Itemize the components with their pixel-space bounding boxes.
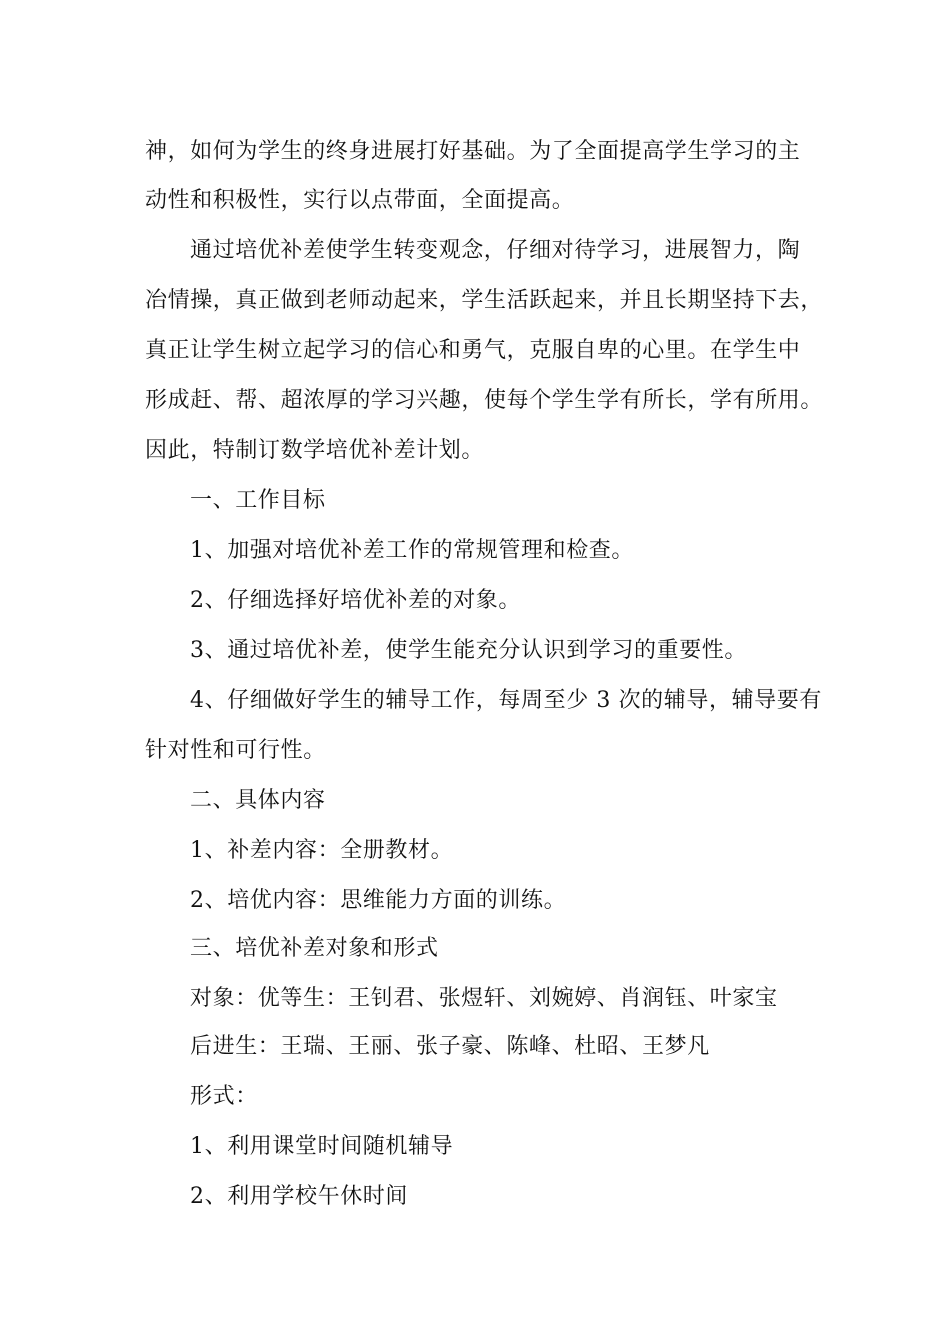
paragraph-line: 动性和积极性，实行以点带面，全面提高。 (145, 188, 575, 213)
list-item: 3、通过培优补差，使学生能充分认识到学习的重要性。 (190, 638, 747, 663)
paragraph-line: 因此，特制订数学培优补差计划。 (145, 438, 485, 463)
paragraph-line: 通过培优补差使学生转变观念，仔细对待学习，进展智力，陶 (190, 238, 801, 263)
section-heading: 一、工作目标 (190, 488, 326, 513)
form-label: 形式： (190, 1084, 258, 1109)
paragraph-line: 神，如何为学生的终身进展打好基础。为了全面提高学生学习的主 (145, 139, 801, 164)
list-item: 2、利用学校午休时间 (190, 1184, 408, 1209)
list-item: 1、加强对培优补差工作的常规管理和检查。 (190, 538, 634, 563)
list-item: 2、仔细选择好培优补差的对象。 (190, 588, 521, 613)
paragraph-line: 形成赶、帮、超浓厚的学习兴趣，使每个学生学有所长，学有所用。 (145, 388, 824, 413)
list-item: 1、补差内容：全册教材。 (190, 838, 454, 863)
list-item: 1、利用课堂时间随机辅导 (190, 1134, 454, 1159)
student-list-bottom: 后进生：王瑞、王丽、张子豪、陈峰、杜昭、王梦凡 (190, 1034, 710, 1059)
list-item: 2、培优内容：思维能力方面的训练。 (190, 888, 567, 913)
section-heading: 三、培优补差对象和形式 (190, 936, 439, 961)
list-item: 4、仔细做好学生的辅导工作，每周至少 3 次的辅导，辅导要有 (190, 688, 822, 713)
paragraph-line: 冶情操，真正做到老师动起来，学生活跃起来，并且长期坚持下去， (145, 288, 824, 313)
student-list-top: 对象：优等生：王钊君、张煜轩、刘婉婷、肖润钰、叶家宝 (190, 986, 778, 1011)
paragraph-line: 真正让学生树立起学习的信心和勇气，克服自卑的心里。在学生中 (145, 338, 801, 363)
section-heading: 二、具体内容 (190, 788, 326, 813)
list-item-continuation: 针对性和可行性。 (145, 738, 326, 763)
